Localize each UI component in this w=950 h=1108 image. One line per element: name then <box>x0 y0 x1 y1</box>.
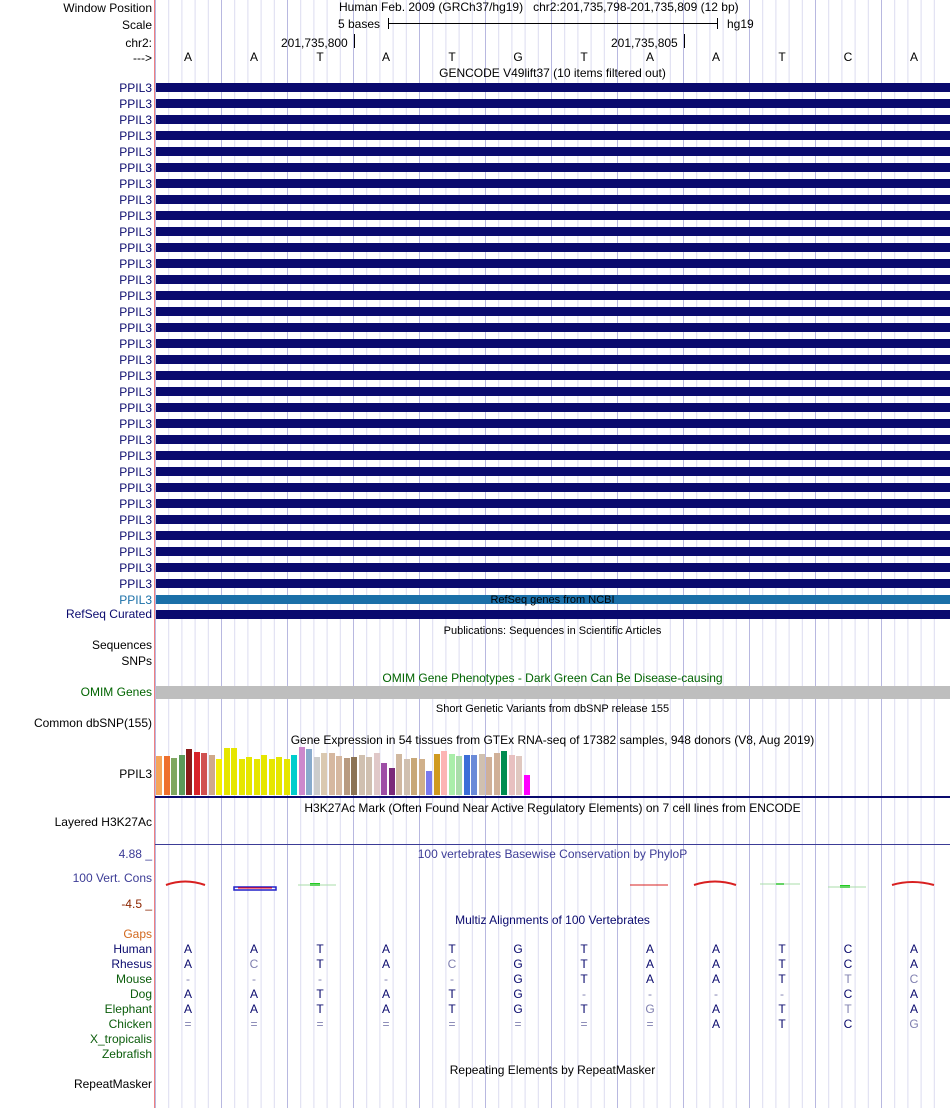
snps-label[interactable]: SNPs <box>121 654 152 668</box>
gencode-gene-label[interactable]: PPIL3 <box>119 449 152 463</box>
repeatmasker-track-title[interactable]: Repeating Elements by RepeatMasker <box>449 1063 656 1077</box>
gencode-track-title[interactable]: GENCODE V49lift37 (10 items filtered out) <box>439 66 666 80</box>
gencode-gene-label[interactable]: PPIL3 <box>119 113 152 127</box>
alignment-base: = <box>250 1017 258 1031</box>
ruler-base: A <box>711 50 720 64</box>
alignment-base: A <box>909 942 918 956</box>
phylop-track-title[interactable]: 100 vertebrates Basewise Conservation by PhyloP <box>417 847 688 861</box>
alignment-base: = <box>448 1017 456 1031</box>
strand-arrow-label: ---> <box>133 51 152 65</box>
alignment-base: A <box>711 957 720 971</box>
alignment-base: T <box>580 957 588 971</box>
alignment-base: T <box>580 972 588 986</box>
ruler-base: G <box>513 50 523 64</box>
refseq-curated-label[interactable]: RefSeq Curated <box>65 607 152 621</box>
alignment-base: C <box>447 957 457 971</box>
alignment-base: A <box>183 987 192 1001</box>
refseq-track-title[interactable]: RefSeq genes from NCBI <box>490 594 615 606</box>
multiz-track-title[interactable]: Multiz Alignments of 100 Vertebrates <box>455 913 650 927</box>
alignment-base: - <box>384 972 388 986</box>
gencode-gene-label[interactable]: PPIL3 <box>119 81 152 95</box>
gencode-gene-label[interactable]: PPIL3 <box>119 97 152 111</box>
alignment-base: = <box>580 1017 588 1031</box>
alignment-base: G <box>909 1017 919 1031</box>
gencode-gene-label[interactable]: PPIL3 <box>119 225 152 239</box>
publications-track-title[interactable]: Publications: Sequences in Scientific Articles <box>443 625 662 637</box>
gencode-gene-label[interactable]: PPIL3 <box>119 289 152 303</box>
alignment-base: = <box>316 1017 324 1031</box>
species-label[interactable]: Rhesus <box>111 957 152 971</box>
species-label[interactable]: X_tropicalis <box>89 1032 152 1046</box>
omim-genes-label[interactable]: OMIM Genes <box>80 685 152 699</box>
alignment-base: - <box>186 972 190 986</box>
ruler-base: A <box>183 50 192 64</box>
alignment-base: A <box>711 1017 720 1031</box>
cons-wiggle-pos <box>166 882 934 889</box>
ruler-base: T <box>580 50 588 64</box>
gencode-gene-label[interactable]: PPIL3 <box>119 369 152 383</box>
alignment-base: T <box>580 1002 588 1016</box>
ruler-base: T <box>316 50 324 64</box>
gencode-gene-label[interactable]: PPIL3 <box>119 545 152 559</box>
alignment-base: T <box>778 957 786 971</box>
alignment-base: A <box>711 1002 720 1016</box>
alignment-base: A <box>645 942 654 956</box>
alignment-base: = <box>514 1017 522 1031</box>
alignment-base: T <box>778 972 786 986</box>
assembly-name: Human Feb. 2009 (GRCh37/hg19) <box>339 0 524 14</box>
window-position-label: Window Position <box>63 1 152 15</box>
ruler-base: T <box>448 50 456 64</box>
alignment-base: A <box>909 987 918 1001</box>
alignment-base: T <box>778 942 786 956</box>
cons-track-label[interactable]: 100 Vert. Cons <box>72 871 152 885</box>
alignment-base: A <box>381 1002 390 1016</box>
gencode-gene-label[interactable]: PPIL3 <box>119 385 152 399</box>
gencode-gene-label[interactable]: PPIL3 <box>119 337 152 351</box>
alignment-base: T <box>316 957 324 971</box>
alignment-base: T <box>448 942 456 956</box>
position-range: chr2:201,735,798-201,735,809 (12 bp) <box>533 0 739 14</box>
ruler-pos-805: 201,735,805 <box>611 36 678 50</box>
alignment-base: - <box>648 987 652 1001</box>
alignment-base: C <box>909 972 919 986</box>
gencode-gene-label[interactable]: PPIL3 <box>119 561 152 575</box>
alignment-base: A <box>249 942 258 956</box>
ruler-base: C <box>843 50 853 64</box>
gencode-gene-label[interactable]: PPIL3 <box>119 401 152 415</box>
gtex-track-title[interactable]: Gene Expression in 54 tissues from GTEx RNA-seq of 17382 samples, 948 donors (V8, Aug 2019) <box>290 733 815 747</box>
alignment-base: G <box>513 1002 523 1016</box>
alignment-base: C <box>843 942 853 956</box>
alignment-base: A <box>381 942 390 956</box>
alignment-base: - <box>450 972 454 986</box>
alignment-base: C <box>843 987 853 1001</box>
gencode-gene-label[interactable]: PPIL3 <box>119 353 152 367</box>
gtex-gene-label[interactable]: PPIL3 <box>119 767 152 781</box>
db-name: hg19 <box>727 17 754 31</box>
gaps-label: Gaps <box>123 927 152 941</box>
gencode-gene-label[interactable]: PPIL3 <box>119 305 152 319</box>
omim-track-title[interactable]: OMIM Gene Phenotypes - Dark Green Can Be Disease-causing <box>382 671 723 685</box>
species-label[interactable]: Elephant <box>104 1002 152 1016</box>
alignment-base: T <box>316 1002 324 1016</box>
alignment-base: A <box>711 972 720 986</box>
alignment-base: T <box>316 942 324 956</box>
scale-text: 5 bases <box>338 17 381 31</box>
ruler-base: T <box>778 50 786 64</box>
alignment-base: G <box>513 957 523 971</box>
alignment-base: - <box>714 987 718 1001</box>
layered-h3k27ac-label[interactable]: Layered H3K27Ac <box>54 815 152 829</box>
gencode-gene-label[interactable]: PPIL3 <box>119 513 152 527</box>
alignment-base: T <box>448 1002 456 1016</box>
alignment-base: G <box>513 987 523 1001</box>
alignment-base: A <box>183 1002 192 1016</box>
cons-min-label: -4.5 _ <box>121 897 152 911</box>
scale-label: Scale <box>121 18 152 32</box>
alignment-base: - <box>318 972 322 986</box>
alignment-base: C <box>843 1017 853 1031</box>
sequences-label[interactable]: Sequences <box>91 638 152 652</box>
alignment-base: T <box>316 987 324 1001</box>
alignment-base: A <box>183 942 192 956</box>
cons-max-label: 4.88 _ <box>118 847 152 861</box>
gencode-gene-label[interactable]: PPIL3 <box>119 417 152 431</box>
gencode-gene-label[interactable]: PPIL3 <box>119 193 152 207</box>
species-label[interactable]: Chicken <box>108 1017 152 1031</box>
alignment-base: A <box>645 957 654 971</box>
alignment-base: - <box>780 987 784 1001</box>
species-label[interactable]: Zebrafish <box>101 1047 152 1061</box>
alignment-base: = <box>382 1017 390 1031</box>
alignment-base: A <box>381 987 390 1001</box>
common-dbsnp-label[interactable]: Common dbSNP(155) <box>33 716 152 730</box>
alignment-base: T <box>448 987 456 1001</box>
alignment-base: T <box>844 1002 852 1016</box>
alignment-base: A <box>645 972 654 986</box>
alignment-base: C <box>249 957 259 971</box>
gencode-gene-label[interactable]: PPIL3 <box>119 321 152 335</box>
ruler-base: A <box>249 50 258 64</box>
alignment-base: - <box>252 972 256 986</box>
species-label[interactable]: Dog <box>129 987 152 1001</box>
alignment-base: A <box>183 957 192 971</box>
gencode-gene-label[interactable]: PPIL3 <box>119 273 152 287</box>
alignment-base: A <box>909 957 918 971</box>
gencode-gene-label[interactable]: PPIL3 <box>119 433 152 447</box>
alignment-base: A <box>249 987 258 1001</box>
gencode-gene-label[interactable]: PPIL3 <box>119 241 152 255</box>
ruler-pos-800: 201,735,800 <box>281 36 348 50</box>
gencode-gene-label[interactable]: PPIL3 <box>119 529 152 543</box>
gencode-gene-label[interactable]: PPIL3 <box>119 497 152 511</box>
alignment-base: A <box>711 942 720 956</box>
alignment-base: T <box>778 1002 786 1016</box>
alignment-base: A <box>381 957 390 971</box>
species-label[interactable]: Mouse <box>115 972 152 986</box>
cons-wiggle-neg <box>234 887 276 890</box>
alignment-base: G <box>513 972 523 986</box>
alignment-base: = <box>184 1017 192 1031</box>
species-label[interactable]: Human <box>113 942 152 956</box>
gencode-gene-label[interactable]: PPIL3 <box>119 481 152 495</box>
alignment-base: G <box>645 1002 655 1016</box>
gencode-gene-label[interactable]: PPIL3 <box>119 129 152 143</box>
alignment-base: A <box>909 1002 918 1016</box>
alignment-base: G <box>513 942 523 956</box>
alignment-base: = <box>646 1017 654 1031</box>
gencode-gene-label[interactable]: PPIL3 <box>119 465 152 479</box>
ruler-base: A <box>909 50 918 64</box>
gencode-gene-label[interactable]: PPIL3 <box>119 145 152 159</box>
alignment-base: T <box>778 1017 786 1031</box>
gencode-gene-label[interactable]: PPIL3 <box>119 577 152 591</box>
h3k27ac-track-title[interactable]: H3K27Ac Mark (Often Found Near Active Regulatory Elements) on 7 cell lines from ENCODE <box>304 801 801 815</box>
ruler-base: A <box>645 50 654 64</box>
gencode-gene-label[interactable]: PPIL3 <box>119 257 152 271</box>
chr-label: chr2: <box>125 36 152 50</box>
ruler-base: A <box>381 50 390 64</box>
alignment-base: T <box>580 942 588 956</box>
alignment-base: - <box>582 987 586 1001</box>
alignment-base: A <box>249 1002 258 1016</box>
alignment-base: T <box>844 972 852 986</box>
gencode-gene-label[interactable]: PPIL3 <box>119 177 152 191</box>
gencode-gene-label-highlighted[interactable]: PPIL3 <box>119 593 152 607</box>
repeatmasker-label[interactable]: RepeatMasker <box>73 1077 152 1091</box>
dbsnp-track-title[interactable]: Short Genetic Variants from dbSNP release 155 <box>435 703 670 715</box>
gencode-gene-label[interactable]: PPIL3 <box>119 161 152 175</box>
gencode-gene-label[interactable]: PPIL3 <box>119 209 152 223</box>
alignment-base: C <box>843 957 853 971</box>
